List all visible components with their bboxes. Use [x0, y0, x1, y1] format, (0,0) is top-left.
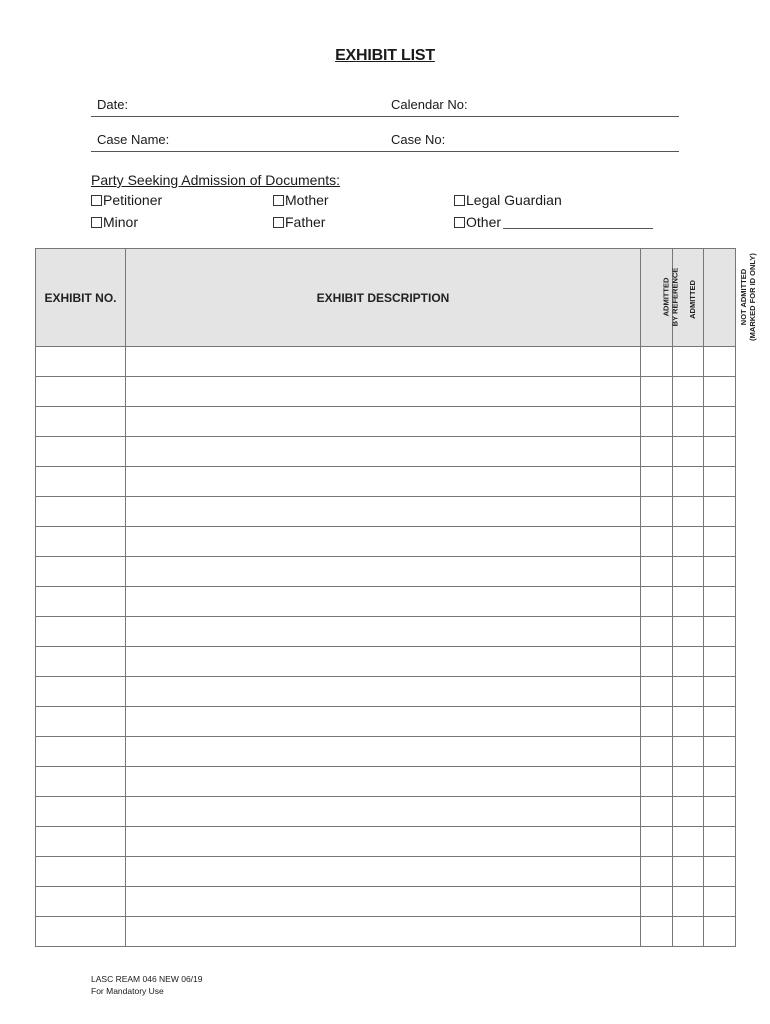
admitted-by-reference-cell[interactable]: [641, 497, 673, 527]
father-label: Father: [285, 214, 326, 230]
admitted-by-reference-cell[interactable]: [641, 377, 673, 407]
table-row: [36, 707, 736, 737]
admitted-cell[interactable]: [673, 887, 704, 917]
exhibit-no-cell[interactable]: [36, 887, 126, 917]
admitted-cell[interactable]: [673, 347, 704, 377]
admitted-cell[interactable]: [673, 857, 704, 887]
exhibit-description-cell[interactable]: [126, 377, 641, 407]
not-admitted-cell[interactable]: [704, 587, 736, 617]
exhibit-no-cell[interactable]: [36, 557, 126, 587]
petitioner-label: Petitioner: [103, 192, 163, 208]
admitted-header-label: ADMITTED: [687, 279, 697, 319]
admitted-cell[interactable]: [673, 647, 704, 677]
admitted-by-reference-cell[interactable]: [641, 767, 673, 797]
other-text-field[interactable]: [503, 216, 653, 229]
not-admitted-cell[interactable]: [704, 377, 736, 407]
exhibit-description-header: EXHIBIT DESCRIPTION: [126, 249, 641, 347]
admitted-by-reference-cell[interactable]: [641, 347, 673, 377]
not-admitted-cell[interactable]: [704, 467, 736, 497]
admitted-by-reference-cell[interactable]: [641, 827, 673, 857]
admitted-cell[interactable]: [673, 497, 704, 527]
table-row: [36, 677, 736, 707]
admitted-by-reference-cell[interactable]: [641, 407, 673, 437]
table-row: [36, 467, 736, 497]
exhibit-no-cell[interactable]: [36, 677, 126, 707]
admitted-by-reference-cell[interactable]: [641, 527, 673, 557]
admitted-by-reference-line-2: BY REFERENCE: [670, 267, 680, 327]
not-admitted-cell[interactable]: [704, 827, 736, 857]
exhibit-description-cell[interactable]: [126, 737, 641, 767]
other-option[interactable]: [454, 214, 653, 230]
date-field[interactable]: Date:: [97, 97, 129, 112]
exhibit-no-cell[interactable]: [36, 527, 126, 557]
case-name-row: [91, 131, 679, 152]
table-row: [36, 797, 736, 827]
admitted-by-reference-cell[interactable]: [641, 557, 673, 587]
minor-label: Minor: [103, 214, 139, 230]
exhibit-no-cell[interactable]: [36, 617, 126, 647]
admitted-cell[interactable]: [673, 707, 704, 737]
mother-option[interactable]: [273, 192, 329, 208]
exhibit-no-cell[interactable]: [36, 467, 126, 497]
not-admitted-cell[interactable]: [704, 917, 736, 947]
exhibit-description-cell[interactable]: [126, 467, 641, 497]
exhibit-description-cell[interactable]: [126, 767, 641, 797]
exhibit-description-cell[interactable]: [126, 347, 641, 377]
not-admitted-header: [704, 249, 757, 347]
legal-guardian-option[interactable]: [454, 192, 562, 208]
mother-checkbox[interactable]: [273, 195, 284, 206]
other-checkbox[interactable]: [454, 217, 465, 228]
not-admitted-cell[interactable]: [704, 797, 736, 827]
table-row: [36, 767, 736, 797]
exhibit-no-header: EXHIBIT NO.: [36, 249, 126, 347]
not-admitted-cell[interactable]: [704, 497, 736, 527]
table-row: [36, 347, 736, 377]
admitted-cell[interactable]: [673, 677, 704, 707]
not-admitted-cell[interactable]: [704, 887, 736, 917]
form-code: LASC REAM 046 NEW 06/19: [91, 974, 203, 984]
legal-guardian-label: Legal Guardian: [466, 192, 562, 208]
admitted-by-reference-cell[interactable]: [641, 797, 673, 827]
admitted-by-reference-cell[interactable]: [641, 467, 673, 497]
table-row: [36, 497, 736, 527]
admitted-cell[interactable]: [673, 827, 704, 857]
exhibit-description-cell[interactable]: [126, 527, 641, 557]
exhibit-description-cell[interactable]: [126, 617, 641, 647]
admitted-by-reference-cell[interactable]: [641, 617, 673, 647]
exhibit-no-cell[interactable]: [36, 407, 126, 437]
not-admitted-cell[interactable]: [704, 857, 736, 887]
father-option[interactable]: [273, 214, 325, 230]
admitted-cell[interactable]: [673, 797, 704, 827]
minor-option[interactable]: [91, 214, 138, 230]
legal-guardian-checkbox[interactable]: [454, 195, 465, 206]
admitted-by-reference-cell[interactable]: [641, 857, 673, 887]
exhibit-rows: [36, 347, 736, 947]
admitted-cell[interactable]: [673, 407, 704, 437]
admitted-by-reference-cell[interactable]: [641, 707, 673, 737]
exhibit-no-cell[interactable]: [36, 347, 126, 377]
table-row: [36, 827, 736, 857]
admitted-cell[interactable]: [673, 467, 704, 497]
not-admitted-cell[interactable]: [704, 557, 736, 587]
not-admitted-cell[interactable]: [704, 347, 736, 377]
not-admitted-cell[interactable]: [704, 617, 736, 647]
admitted-cell[interactable]: [673, 437, 704, 467]
not-admitted-cell[interactable]: [704, 707, 736, 737]
exhibit-description-cell[interactable]: [126, 707, 641, 737]
admitted-cell[interactable]: [673, 617, 704, 647]
table-row: [36, 647, 736, 677]
table-row: [36, 917, 736, 947]
admitted-cell[interactable]: [673, 527, 704, 557]
exhibit-table: [35, 248, 757, 947]
other-label: Other: [466, 214, 502, 230]
exhibit-no-cell[interactable]: [36, 827, 126, 857]
not-admitted-cell[interactable]: [704, 407, 736, 437]
admitted-by-reference-cell[interactable]: [641, 887, 673, 917]
admitted-cell[interactable]: [673, 587, 704, 617]
exhibit-no-cell[interactable]: [36, 707, 126, 737]
not-admitted-cell[interactable]: [704, 677, 736, 707]
exhibit-description-cell[interactable]: [126, 437, 641, 467]
petitioner-option[interactable]: [91, 192, 162, 208]
admitted-cell[interactable]: [673, 767, 704, 797]
exhibit-description-cell[interactable]: [126, 827, 641, 857]
exhibit-no-cell[interactable]: [36, 917, 126, 947]
table-row: [36, 407, 736, 437]
exhibit-description-cell[interactable]: [126, 497, 641, 527]
date-calendar-row: [91, 96, 679, 117]
exhibit-description-cell[interactable]: [126, 407, 641, 437]
footer: [91, 973, 203, 997]
exhibit-no-cell[interactable]: [36, 647, 126, 677]
admitted-cell[interactable]: [673, 737, 704, 767]
table-row: [36, 587, 736, 617]
exhibit-no-cell[interactable]: [36, 437, 126, 467]
exhibit-description-cell[interactable]: [126, 587, 641, 617]
admitted-by-reference-cell[interactable]: [641, 587, 673, 617]
party-label: Party Seeking Admission of Documents:: [91, 172, 341, 188]
exhibit-description-cell[interactable]: [126, 917, 641, 947]
admitted-by-reference-cell[interactable]: [641, 917, 673, 947]
exhibit-description-cell[interactable]: [126, 857, 641, 887]
petitioner-checkbox[interactable]: [91, 195, 102, 206]
not-admitted-cell[interactable]: [704, 647, 736, 677]
exhibit-no-cell[interactable]: [36, 857, 126, 887]
not-admitted-cell[interactable]: [704, 527, 736, 557]
exhibit-description-cell[interactable]: [126, 887, 641, 917]
exhibit-no-cell[interactable]: [36, 797, 126, 827]
exhibit-no-cell[interactable]: [36, 497, 126, 527]
admitted-cell[interactable]: [673, 917, 704, 947]
case-name-field[interactable]: Case Name:: [97, 132, 170, 147]
table-row: [36, 737, 736, 767]
admitted-by-reference-cell[interactable]: [641, 677, 673, 707]
case-no-field[interactable]: Case No:: [391, 132, 446, 147]
exhibit-description-cell[interactable]: [126, 797, 641, 827]
table-row: [36, 887, 736, 917]
admitted-by-reference-cell[interactable]: [641, 437, 673, 467]
admitted-cell[interactable]: [673, 377, 704, 407]
exhibit-description-cell[interactable]: [126, 647, 641, 677]
admitted-by-reference-header: [641, 249, 680, 347]
exhibit-no-cell[interactable]: [36, 377, 126, 407]
exhibit-no-cell[interactable]: [36, 767, 126, 797]
table-row: [36, 377, 736, 407]
admitted-by-reference-cell[interactable]: [641, 737, 673, 767]
admitted-by-reference-cell[interactable]: [641, 647, 673, 677]
not-admitted-cell[interactable]: [704, 737, 736, 767]
father-checkbox[interactable]: [273, 217, 284, 228]
not-admitted-line-2: (MARKED FOR ID ONLY): [747, 253, 757, 341]
exhibit-description-cell[interactable]: [126, 677, 641, 707]
exhibit-no-cell[interactable]: [36, 587, 126, 617]
not-admitted-cell[interactable]: [704, 767, 736, 797]
exhibit-description-cell[interactable]: [126, 557, 641, 587]
table-row: [36, 557, 736, 587]
table-row: [36, 857, 736, 887]
minor-checkbox[interactable]: [91, 217, 102, 228]
usage-note: For Mandatory Use: [91, 986, 164, 996]
table-header-row: [36, 249, 736, 347]
table-row: [36, 527, 736, 557]
page-title: EXHIBIT LIST: [335, 47, 435, 64]
exhibit-no-cell[interactable]: [36, 737, 126, 767]
table-row: [36, 437, 736, 467]
mother-label: Mother: [285, 192, 329, 208]
calendar-no-field[interactable]: Calendar No:: [391, 97, 468, 112]
admitted-cell[interactable]: [673, 557, 704, 587]
table-row: [36, 617, 736, 647]
not-admitted-cell[interactable]: [704, 437, 736, 467]
admitted-by-reference-line-1: ADMITTED: [661, 277, 671, 317]
not-admitted-line-1: NOT ADMITTED: [738, 268, 748, 326]
